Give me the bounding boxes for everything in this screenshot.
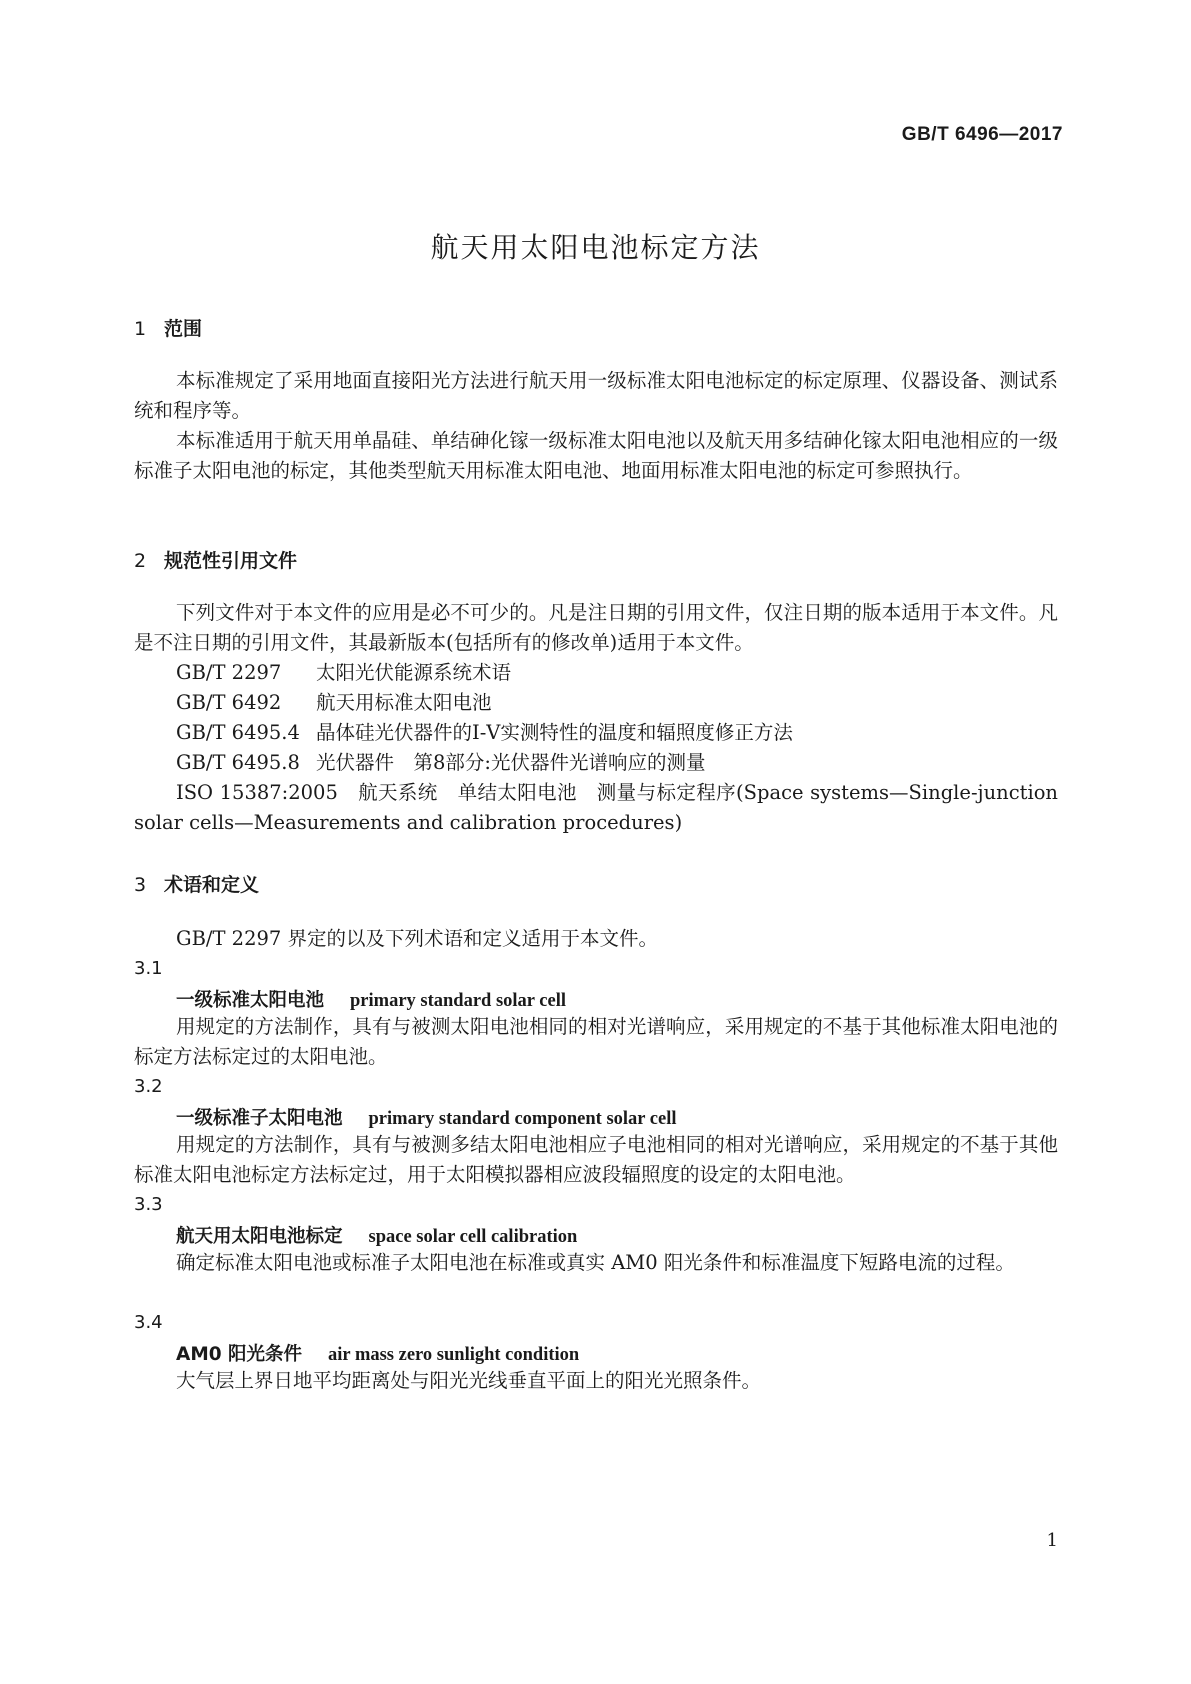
reference-code: GB/T 6495.8 xyxy=(176,751,300,774)
term-heading xyxy=(176,986,566,1012)
term-chinese: 一级标准太阳电池 xyxy=(176,990,325,1011)
section-2-heading xyxy=(134,546,297,573)
term-heading xyxy=(176,1104,677,1130)
section-1-paragraph-2: 本标准适用于航天用单晶硅、单结砷化镓一级标准太阳电池以及航天用多结砷化镓太阳电池相应的一级标准子太阳电池的标定，其他类型航天用标准太阳电池、地面用标准太阳电池的标定可参照执行。 xyxy=(134,429,1058,482)
reference-iso: ISO 15387:2005 航天系统 单结太阳电池 测量与标定程序(Space systems—Single-junction solar cells—Measurements and calibration procedures) xyxy=(134,781,1058,834)
section-1-paragraph-1: 本标准规定了采用地面直接阳光方法进行航天用一级标准太阳电池标定的标定原理、仪器设备、测试系统和程序等。 xyxy=(134,369,1058,422)
term-definition: 用规定的方法制作，具有与被测多结太阳电池相应子电池相同的相对光谱响应，采用规定的不基于其他标准太阳电池标定方法标定过，用于太阳模拟器相应波段辐照度的设定的太阳电池。 xyxy=(134,1133,1058,1186)
reference-item xyxy=(176,718,793,748)
reference-item xyxy=(176,748,705,778)
term-english: air mass zero sunlight condition xyxy=(328,1345,580,1365)
section-3-title: 术语和定义 xyxy=(164,874,260,896)
term-definition: 用规定的方法制作，具有与被测太阳电池相同的相对光谱响应，采用规定的不基于其他标准太阳电池的标定方法标定过的太阳电池。 xyxy=(134,1015,1058,1068)
term-english: space solar cell calibration xyxy=(368,1227,578,1247)
section-3-intro: GB/T 2297 界定的以及下列术语和定义适用于本文件。 xyxy=(176,927,659,950)
section-2-intro: 下列文件对于本文件的应用是必不可少的。凡是注日期的引用文件，仅注日期的版本适用于本文件。凡是不注日期的引用文件，其最新版本(包括所有的修改单)适用于本文件。 xyxy=(134,601,1058,654)
reference-item xyxy=(176,658,511,688)
term-definition: 大气层上界日地平均距离处与阳光光线垂直平面上的阳光光照条件。 xyxy=(176,1369,762,1392)
term-chinese: 航天用太阳电池标定 xyxy=(176,1226,343,1247)
term-chinese: AM0 阳光条件 xyxy=(176,1344,303,1365)
reference-item xyxy=(176,688,492,718)
term-english: primary standard component solar cell xyxy=(368,1109,677,1129)
term-heading xyxy=(176,1222,577,1248)
standard-code: GB/T 6496—2017 xyxy=(901,124,1063,145)
term-heading xyxy=(176,1340,579,1366)
term-definition: 确定标准太阳电池或标准子太阳电池在标准或真实 AM0 阳光条件和标准温度下短路电流的过程。 xyxy=(176,1251,1015,1274)
document-title: 航天用太阳电池标定方法 xyxy=(430,231,761,264)
term-english: primary standard solar cell xyxy=(350,991,567,1011)
term-number: 3.4 xyxy=(134,1312,163,1333)
reference-title: 晶体硅光伏器件的Ⅰ-Ⅴ实测特性的温度和辐照度修正方法 xyxy=(316,721,793,744)
section-3-heading xyxy=(134,870,259,897)
page-number: 1 xyxy=(1046,1530,1058,1551)
section-1-heading xyxy=(134,314,202,341)
section-3-number: 3 xyxy=(134,874,147,896)
term-number: 3.2 xyxy=(134,1076,163,1097)
term-number: 3.1 xyxy=(134,958,163,979)
section-2-number: 2 xyxy=(134,550,147,572)
reference-title: 太阳光伏能源系统术语 xyxy=(316,661,512,684)
reference-title: 航天用标准太阳电池 xyxy=(316,691,492,714)
section-1-title: 范围 xyxy=(164,318,203,340)
section-1-number: 1 xyxy=(134,318,147,340)
reference-code: GB/T 6492 xyxy=(176,691,282,714)
term-number: 3.3 xyxy=(134,1194,163,1215)
section-2-title: 规范性引用文件 xyxy=(164,550,298,572)
reference-code: GB/T 6495.4 xyxy=(176,721,300,744)
reference-code: GB/T 2297 xyxy=(176,661,282,684)
reference-title: 光伏器件 第8部分:光伏器件光谱响应的测量 xyxy=(316,751,706,774)
term-chinese: 一级标准子太阳电池 xyxy=(176,1108,343,1129)
